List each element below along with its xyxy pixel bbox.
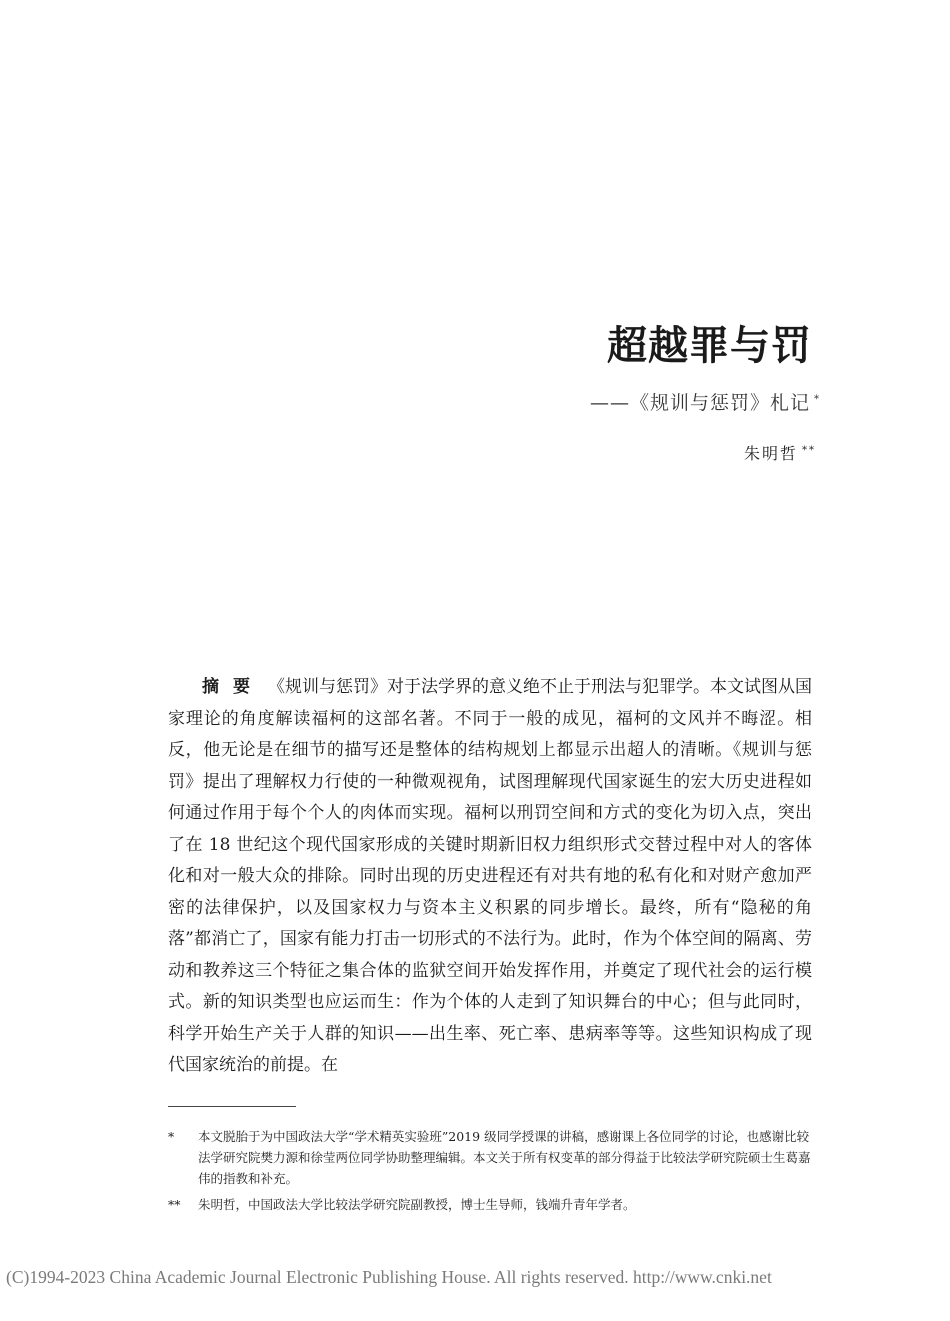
- footnote-1-text: 本文脱胎于为中国政法大学“学术精英实验班”2019 级同学授课的讲稿，感谢课上各位同学的讨论，也感谢比较法学研究院樊力源和徐莹两位同学协助整理编辑。本文关于所有权变革的部分得益于比较法学研究院硕士生葛嘉伟的指教和补充。: [198, 1129, 811, 1186]
- author-footnote-mark: **: [802, 444, 816, 456]
- footnote-2-text: 朱明哲，中国政法大学比较法学研究院副教授，博士生导师，钱端升青年学者。: [198, 1197, 636, 1212]
- author-line: [744, 441, 816, 464]
- footnote-divider: [168, 1106, 296, 1107]
- footnote-2: [168, 1194, 814, 1215]
- subtitle-text: ——《规训与惩罚》札记: [589, 392, 810, 414]
- abstract-paragraph: [168, 672, 812, 1082]
- subtitle-footnote-mark: *: [814, 393, 820, 405]
- footnote-1: [168, 1126, 814, 1189]
- author-name: 朱明哲: [743, 444, 798, 463]
- footnote-1-mark: *: [168, 1129, 175, 1144]
- abstract-label: 摘要: [202, 677, 264, 697]
- article-title: 超越罪与罚: [607, 322, 812, 369]
- article-subtitle: [590, 388, 820, 415]
- footnote-2-mark: **: [168, 1197, 181, 1212]
- copyright-line: (C)1994-2023 China Academic Journal Electronic Publishing House. All rights reserved. http://www.cnki.net: [6, 1267, 772, 1287]
- abstract-text: 《规训与惩罚》对于法学界的意义绝不止于刑法与犯罪学。本文试图从国家理论的角度解读福柯的这部名著。不同于一般的成见，福柯的文风并不晦涩。相反，他无论是在细节的描写还是整体的结构规划上都显示出超人的清晰。《规训与惩罚》提出了理解权力行使的一种微观视角，试图理解现代国家诞生的宏大历史进程如何通过作用于每个个人的肉体而实现。福柯以刑罚空间和方式的变化为切入点，突出了在 18 世纪这个现代国家形成的关键时期新旧权力组织形式交替过程中对人的客体化和对一般大众的排除。同时出现的历史进程还有对共有地的私有化和对财产愈加严密的法律保护，以及国家权力与资本主义积累的同步增长。最终，所有“隐秘的角落”都消亡了，国家有能力打击一切形式的不法行为。此时，作为个体空间的隔离、劳动和教养这三个特征之集合体的监狱空间开始发挥作用，并奠定了现代社会的运行模式。新的知识类型也应运而生：作为个体的人走到了知识舞台的中心；但与此同时，科学开始生产关于人群的知识——出生率、死亡率、患病率等等。这些知识构成了现代国家统治的前提。在: [168, 677, 812, 1075]
